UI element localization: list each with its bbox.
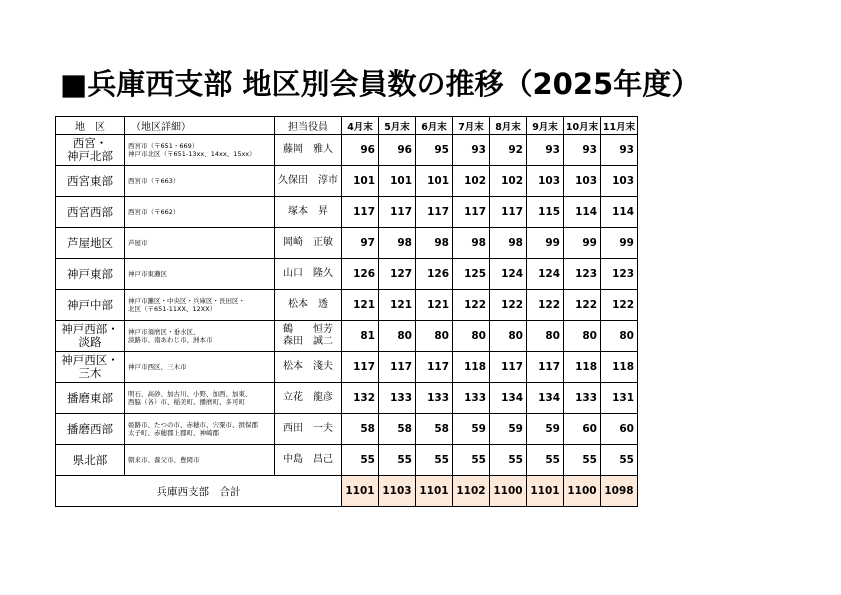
- value-cell: 101: [379, 166, 416, 197]
- value-cell: 98: [379, 228, 416, 259]
- value-cell: 117: [416, 352, 453, 383]
- header-month: 7月末: [453, 117, 490, 135]
- table-row: [56, 352, 638, 383]
- value-cell: 80: [416, 321, 453, 352]
- area-cell: 神戸西区・ 三木: [56, 352, 125, 383]
- area-cell: 神戸中部: [56, 290, 125, 321]
- total-value: 1101: [342, 476, 379, 507]
- value-cell: 127: [379, 259, 416, 290]
- value-cell: 97: [342, 228, 379, 259]
- detail-cell: 西宮市（〒651・669） 神戸市北区（〒651-13xx、14xx、15xx）: [125, 135, 275, 166]
- value-cell: 98: [416, 228, 453, 259]
- value-cell: 55: [342, 445, 379, 476]
- area-cell: 県北部: [56, 445, 125, 476]
- detail-cell: 神戸市西区、三木市: [125, 352, 275, 383]
- value-cell: 117: [342, 197, 379, 228]
- value-cell: 134: [490, 383, 527, 414]
- value-cell: 121: [379, 290, 416, 321]
- value-cell: 102: [490, 166, 527, 197]
- value-cell: 59: [490, 414, 527, 445]
- value-cell: 60: [564, 414, 601, 445]
- value-cell: 99: [601, 228, 638, 259]
- value-cell: 117: [342, 352, 379, 383]
- header-month: 8月末: [490, 117, 527, 135]
- area-cell: 西宮東部: [56, 166, 125, 197]
- value-cell: 124: [527, 259, 564, 290]
- header-month: 9月末: [527, 117, 564, 135]
- value-cell: 92: [490, 135, 527, 166]
- value-cell: 121: [342, 290, 379, 321]
- value-cell: 101: [342, 166, 379, 197]
- value-cell: 98: [490, 228, 527, 259]
- total-value: 1100: [490, 476, 527, 507]
- value-cell: 133: [379, 383, 416, 414]
- table-row: [56, 166, 638, 197]
- value-cell: 122: [527, 290, 564, 321]
- value-cell: 96: [379, 135, 416, 166]
- value-cell: 55: [601, 445, 638, 476]
- header-month: 4月末: [342, 117, 379, 135]
- detail-cell: 神戸市灘区・中央区・兵庫区・長田区・ 北区（〒651-11XX、12XX）: [125, 290, 275, 321]
- area-cell: 西宮西部: [56, 197, 125, 228]
- value-cell: 117: [379, 197, 416, 228]
- value-cell: 132: [342, 383, 379, 414]
- officer-cell: 岡崎 正敏: [275, 228, 342, 259]
- officer-cell: 山口 隆久: [275, 259, 342, 290]
- area-cell: 神戸東部: [56, 259, 125, 290]
- value-cell: 93: [564, 135, 601, 166]
- officer-cell: 久保田 淳市: [275, 166, 342, 197]
- value-cell: 80: [453, 321, 490, 352]
- area-cell: 播磨東部: [56, 383, 125, 414]
- area-cell: 神戸西部・ 淡路: [56, 321, 125, 352]
- value-cell: 117: [379, 352, 416, 383]
- value-cell: 122: [601, 290, 638, 321]
- value-cell: 115: [527, 197, 564, 228]
- header-row: [56, 117, 638, 135]
- value-cell: 102: [453, 166, 490, 197]
- total-value: 1102: [453, 476, 490, 507]
- value-cell: 99: [564, 228, 601, 259]
- member-count-table: [55, 116, 638, 507]
- total-value: 1100: [564, 476, 601, 507]
- value-cell: 93: [527, 135, 564, 166]
- value-cell: 93: [601, 135, 638, 166]
- total-value: 1101: [527, 476, 564, 507]
- total-value: 1098: [601, 476, 638, 507]
- value-cell: 96: [342, 135, 379, 166]
- value-cell: 126: [342, 259, 379, 290]
- value-cell: 80: [527, 321, 564, 352]
- header-detail: （地区詳細）: [125, 117, 275, 135]
- value-cell: 117: [527, 352, 564, 383]
- value-cell: 134: [527, 383, 564, 414]
- value-cell: 55: [416, 445, 453, 476]
- value-cell: 131: [601, 383, 638, 414]
- table-row: [56, 321, 638, 352]
- value-cell: 121: [416, 290, 453, 321]
- value-cell: 118: [453, 352, 490, 383]
- value-cell: 124: [490, 259, 527, 290]
- value-cell: 114: [564, 197, 601, 228]
- table-row: [56, 197, 638, 228]
- value-cell: 55: [527, 445, 564, 476]
- officer-cell: 藤岡 雅人: [275, 135, 342, 166]
- value-cell: 122: [490, 290, 527, 321]
- officer-cell: 塚本 昇: [275, 197, 342, 228]
- value-cell: 123: [564, 259, 601, 290]
- value-cell: 55: [453, 445, 490, 476]
- value-cell: 122: [564, 290, 601, 321]
- table-row: [56, 135, 638, 166]
- detail-cell: 芦屋市: [125, 228, 275, 259]
- header-month: 11月末: [601, 117, 638, 135]
- total-value: 1103: [379, 476, 416, 507]
- value-cell: 59: [453, 414, 490, 445]
- area-cell: 芦屋地区: [56, 228, 125, 259]
- area-cell: 播磨西部: [56, 414, 125, 445]
- area-cell: 西宮・ 神戸北部: [56, 135, 125, 166]
- officer-cell: 鶴 恒芳 森田 誠二: [275, 321, 342, 352]
- detail-cell: 姫路市、たつの市、赤穂市、宍粟市、揖保郡 太子町、赤穂郡上郡町、神崎郡: [125, 414, 275, 445]
- officer-cell: 西田 一夫: [275, 414, 342, 445]
- total-label: 兵庫西支部 合計: [56, 476, 342, 507]
- header-month: 6月末: [416, 117, 453, 135]
- value-cell: 80: [564, 321, 601, 352]
- value-cell: 55: [379, 445, 416, 476]
- total-value: 1101: [416, 476, 453, 507]
- header-month: 10月末: [564, 117, 601, 135]
- total-row: [56, 476, 638, 507]
- value-cell: 98: [453, 228, 490, 259]
- value-cell: 123: [601, 259, 638, 290]
- value-cell: 58: [342, 414, 379, 445]
- value-cell: 81: [342, 321, 379, 352]
- value-cell: 117: [416, 197, 453, 228]
- value-cell: 80: [490, 321, 527, 352]
- value-cell: 58: [379, 414, 416, 445]
- value-cell: 101: [416, 166, 453, 197]
- detail-cell: 朝来市、養父市、豊岡市: [125, 445, 275, 476]
- table-row: [56, 290, 638, 321]
- table-row: [56, 383, 638, 414]
- value-cell: 103: [601, 166, 638, 197]
- value-cell: 125: [453, 259, 490, 290]
- detail-cell: 西宮市（〒663）: [125, 166, 275, 197]
- value-cell: 133: [416, 383, 453, 414]
- header-area: 地 区: [56, 117, 125, 135]
- header-officer: 担当役員: [275, 117, 342, 135]
- value-cell: 133: [453, 383, 490, 414]
- detail-cell: 神戸市須磨区・垂水区、 淡路市、南あわじ市、洲本市: [125, 321, 275, 352]
- detail-cell: 明石、高砂、加古川、小野、加西、加東、 西脇（各）市、稲美町、播磨町、多可町: [125, 383, 275, 414]
- value-cell: 80: [379, 321, 416, 352]
- officer-cell: 松本 透: [275, 290, 342, 321]
- value-cell: 60: [601, 414, 638, 445]
- table-row: [56, 445, 638, 476]
- table-row: [56, 228, 638, 259]
- value-cell: 95: [416, 135, 453, 166]
- header-month: 5月末: [379, 117, 416, 135]
- detail-cell: 西宮市（〒662）: [125, 197, 275, 228]
- value-cell: 55: [564, 445, 601, 476]
- value-cell: 117: [490, 352, 527, 383]
- detail-cell: 神戸市東灘区: [125, 259, 275, 290]
- value-cell: 59: [527, 414, 564, 445]
- page-title: ■兵庫西支部 地区別会員数の推移（2025年度）: [60, 67, 701, 101]
- value-cell: 55: [490, 445, 527, 476]
- value-cell: 118: [601, 352, 638, 383]
- value-cell: 80: [601, 321, 638, 352]
- value-cell: 114: [601, 197, 638, 228]
- table-row: [56, 414, 638, 445]
- value-cell: 103: [527, 166, 564, 197]
- value-cell: 99: [527, 228, 564, 259]
- value-cell: 117: [453, 197, 490, 228]
- officer-cell: 松本 淺夫: [275, 352, 342, 383]
- value-cell: 58: [416, 414, 453, 445]
- officer-cell: 立花 龍彦: [275, 383, 342, 414]
- value-cell: 103: [564, 166, 601, 197]
- value-cell: 126: [416, 259, 453, 290]
- officer-cell: 中島 昌己: [275, 445, 342, 476]
- value-cell: 122: [453, 290, 490, 321]
- value-cell: 118: [564, 352, 601, 383]
- table-row: [56, 259, 638, 290]
- value-cell: 117: [490, 197, 527, 228]
- value-cell: 93: [453, 135, 490, 166]
- value-cell: 133: [564, 383, 601, 414]
